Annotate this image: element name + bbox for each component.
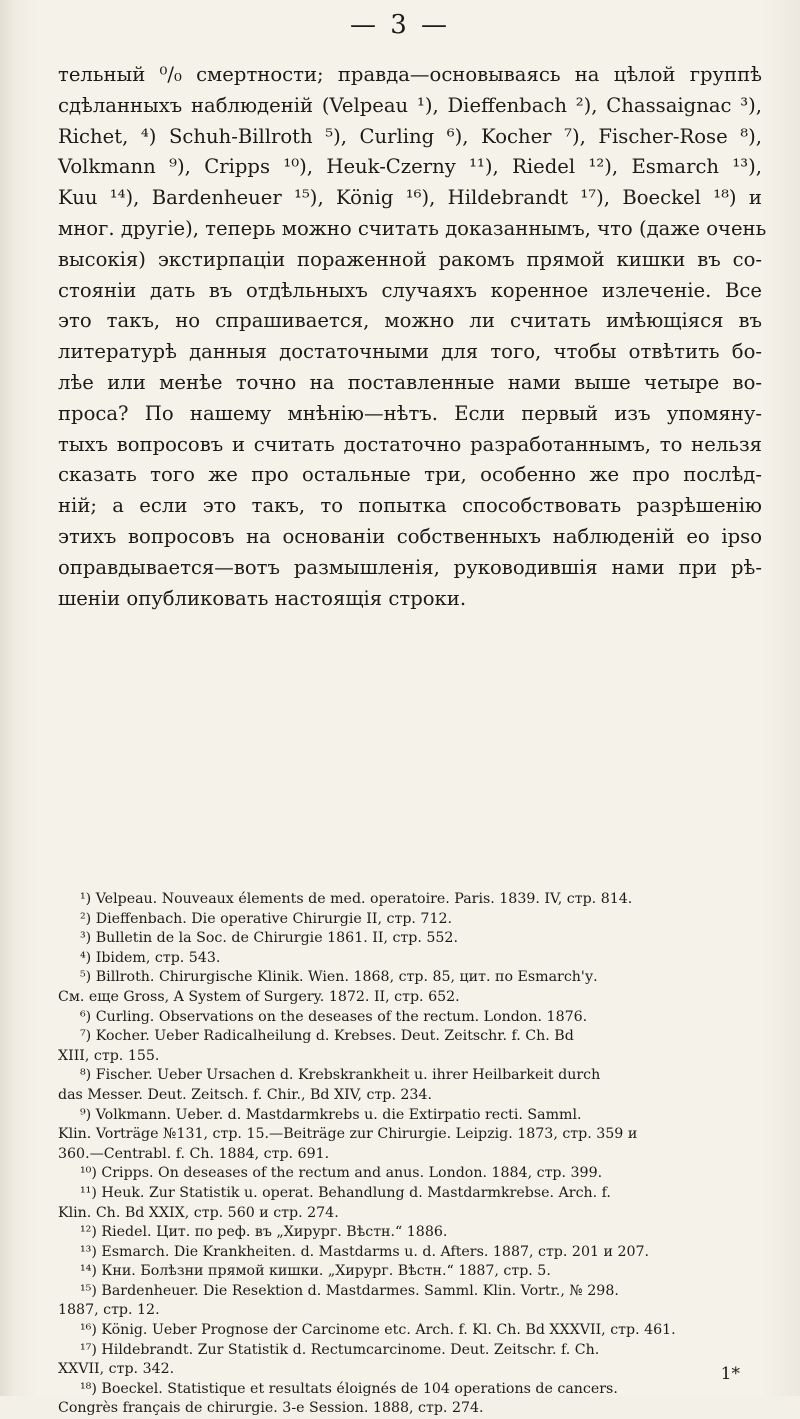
page-number: — 3 — [349,10,451,40]
signature-mark: 1* [720,1364,740,1384]
main-text [58,60,767,614]
footnote-line: ¹¹) Heuk. Zur Statistik u. operat. Behandlung d. Mastdarmkrebse. Arch. f. [80,1184,611,1201]
footnote-line: ⁹) Volkmann. Ueber. d. Mastdarmkrebs u. die Extirpatio recti. Samml. [80,1106,582,1123]
footnote-line: ¹⁷) Hildebrandt. Zur Statistik d. Rectumcarcinome. Deut. Zeitschr. f. Ch. [80,1341,600,1358]
text-line: ній; а если это такъ, то попытка способствовать разрѣшенію [58,494,762,518]
footnote-line: ⁵) Billroth. Chirurgische Klinik. Wien. 1868, стр. 85, цит. по Esmarch'у. [80,969,598,986]
footnote-line: Klin. Ch. Bd XXIX, стр. 560 и стр. 274. [58,1204,339,1221]
text-line: шеніи опубликовать настоящія строки. [58,586,467,610]
footnote-line: XIII, стр. 155. [58,1047,160,1064]
footnote-line: das Messer. Deut. Zeitsch. f. Chir., Bd XIV, стр. 234. [58,1086,432,1103]
text-line: высокія) экстирпаціи пораженной ракомъ прямой кишки въ со- [58,247,762,271]
text-line: лѣе или менѣе точно на поставленные нами выше четыре во- [58,370,762,394]
text-line: сдѣланныхъ наблюденій (Velpeau ¹), Dieffenbach ²), Chassaignac ³), [58,93,762,117]
footnote-line: ¹²) Riedel. Цит. по реф. въ „Хирург. Вѣстн.“ 1886. [80,1224,448,1241]
footnote-line: ³) Bulletin de la Soc. de Chirurgie 1861. II, стр. 552. [80,930,458,947]
footnotes [58,890,768,1419]
footnote-line: 1887, стр. 12. [58,1302,160,1319]
footnote-line: ¹⁶) König. Ueber Prognose der Carcinome etc. Arch. f. Kl. Ch. Bd XXXVII, стр. 461. [80,1322,676,1339]
text-line: проса? По нашему мнѣнію—нѣтъ. Если первый изъ упомяну- [58,401,762,425]
text-line: Kuu ¹⁴), Bardenheuer ¹⁵), König ¹⁶), Hildebrandt ¹⁷), Boeckel ¹⁸) и [58,186,762,210]
footnote-line: ¹⁵) Bardenheuer. Die Resektion d. Mastdarmes. Samml. Klin. Vortr., № 298. [80,1282,619,1299]
text-line: тыхъ вопросовъ и считать достаточно разработаннымъ, то нельзя [58,432,762,456]
footnote-line: ²) Dieffenbach. Die operative Chirurgie II, стр. 712. [80,910,453,927]
text-line: это такъ, но спрашивается, можно ли считать имѣющіяся въ [58,309,762,333]
text-line: этихъ вопросовъ на основаніи собственныхъ наблюденій ео ipso [58,524,762,548]
footnote-line: ⁶) Curling. Observations on the deseases of the rectum. London. 1876. [80,1008,588,1025]
text-line: сказать того же про остальные три, особенно же про послѣд- [58,463,762,487]
footnote-line: ¹⁰) Cripps. On deseases of the rectum and anus. London. 1884, стр. 399. [80,1165,603,1182]
text-line: Volkmann ⁹), Cripps ¹⁰), Heuk-Czerny ¹¹), Riedel ¹²), Esmarch ¹³), [58,155,762,179]
text-line: стояніи дать въ отдѣльныхъ случаяхъ коренное излеченіе. Все [58,278,762,302]
footnote-line: ¹⁸) Boeckel. Statistique et resultats éloignés de 104 operations de cancers. [80,1380,618,1397]
footnote-line: См. еще Gross, A System of Surgery. 1872. II, стр. 652. [58,988,460,1005]
footnote-line: ¹) Velpeau. Nouveaux élements de med. operatoire. Paris. 1839. IV, стр. 814. [80,891,633,907]
footnote-line: Klin. Vorträge №131, стр. 15.—Beiträge zur Chirurgie. Leipzig. 1873, стр. 359 и [58,1126,638,1143]
text-line: оправдывается—вотъ размышленія, руководившія нами при рѣ- [58,555,762,579]
footnote-line: Congrès français de chirurgie. 3-e Session. 1888, стр. 274. [58,1400,484,1417]
footnote-line: ⁸) Fischer. Ueber Ursachen d. Krebskrankheit u. ihrer Heilbarkeit durch [80,1067,601,1084]
text-line: Richet, ⁴) Schuh-Billroth ⁵), Curling ⁶), Kocher ⁷), Fischer-Rose ⁸), [58,124,762,148]
footnote-line: ⁷) Kocher. Ueber Radicalheilung d. Krebses. Deut. Zeitschr. f. Ch. Bd [80,1028,574,1045]
footnote-line: ¹³) Esmarch. Die Krankheiten. d. Mastdarms u. d. Afters. 1887, стр. 201 и 207. [80,1243,650,1260]
text-line: литературѣ данныя достаточными для того, чтобы отвѣтить бо- [58,340,762,364]
footnote-line: 360.—Centrabl. f. Ch. 1884, стр. 691. [58,1145,330,1162]
footnote-line: XXVII, стр. 342. [58,1361,175,1378]
footnote-line: ¹⁴) Кни. Болѣзни прямой кишки. „Хирург. Вѣстн.“ 1887, стр. 5. [80,1263,551,1280]
footnote-line: ⁴) Ibidem, стр. 543. [80,949,221,966]
text-line: тельный ⁰/₀ смертности; правда—основываясь на цѣлой группѣ [58,63,762,86]
text-line: мног. другіе), теперь можно считать доказаннымъ, что (даже очень [58,216,767,240]
